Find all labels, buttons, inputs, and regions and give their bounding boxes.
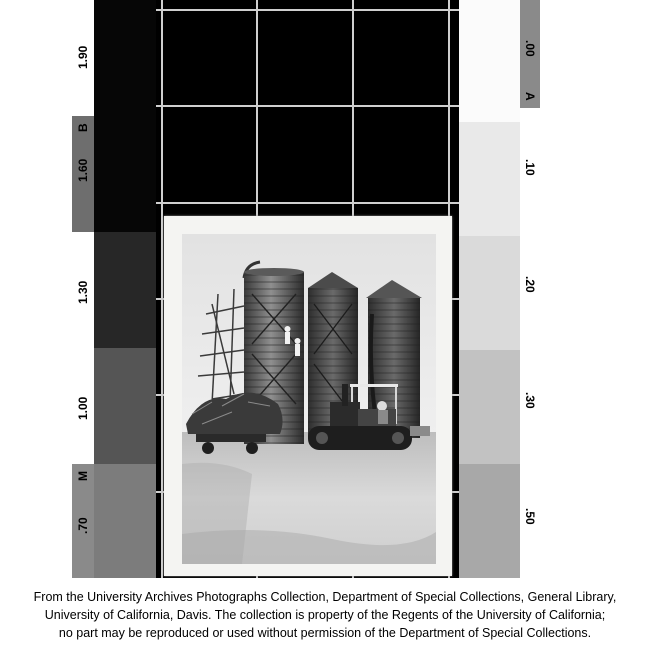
right-density-scale bbox=[520, 0, 540, 578]
caption-line-3: no part may be reproduced or used without permission of the Department of Special Collections. bbox=[58, 626, 592, 640]
gray-patch bbox=[94, 464, 156, 578]
right-scale-label-10: .10 bbox=[523, 158, 537, 176]
gray-patch bbox=[459, 350, 520, 464]
gray-patch bbox=[459, 236, 520, 350]
left-density-scale bbox=[72, 0, 94, 578]
gray-patch bbox=[94, 232, 156, 348]
archive-caption bbox=[0, 588, 650, 642]
right-scale-label-a: A bbox=[523, 91, 537, 101]
silo-photograph bbox=[182, 234, 436, 564]
photo-print bbox=[164, 216, 452, 576]
right-scale-label-20: .20 bbox=[523, 275, 537, 293]
left-scale-label-70: .70 bbox=[76, 517, 90, 535]
caption-line-1: From the University Archives Photographs Collection, Department of Special Collections, General Library, bbox=[33, 590, 617, 604]
gray-patch bbox=[94, 348, 156, 464]
left-scale-label-b: B bbox=[76, 123, 90, 133]
left-scale-label-m: M bbox=[76, 471, 90, 481]
right-scale-label-30: .30 bbox=[523, 391, 537, 409]
left-scale-label-130: 1.30 bbox=[76, 280, 90, 304]
caption-line-2: University of California, Davis. The collection is property of the Regents of the University of California; bbox=[44, 608, 606, 622]
gray-patch bbox=[459, 0, 520, 122]
gray-patch bbox=[94, 0, 156, 232]
right-scale-label-50: .50 bbox=[523, 507, 537, 525]
left-scale-label-160: 1.60 bbox=[76, 158, 90, 182]
right-gray-patches bbox=[459, 0, 520, 578]
left-scale-label-100: 1.00 bbox=[76, 396, 90, 420]
gray-patch bbox=[459, 464, 520, 578]
gray-patch bbox=[459, 122, 520, 236]
left-scale-label-190: 1.90 bbox=[76, 45, 90, 70]
left-gray-patches bbox=[94, 0, 156, 578]
right-scale-label-00: .00 bbox=[523, 39, 537, 57]
